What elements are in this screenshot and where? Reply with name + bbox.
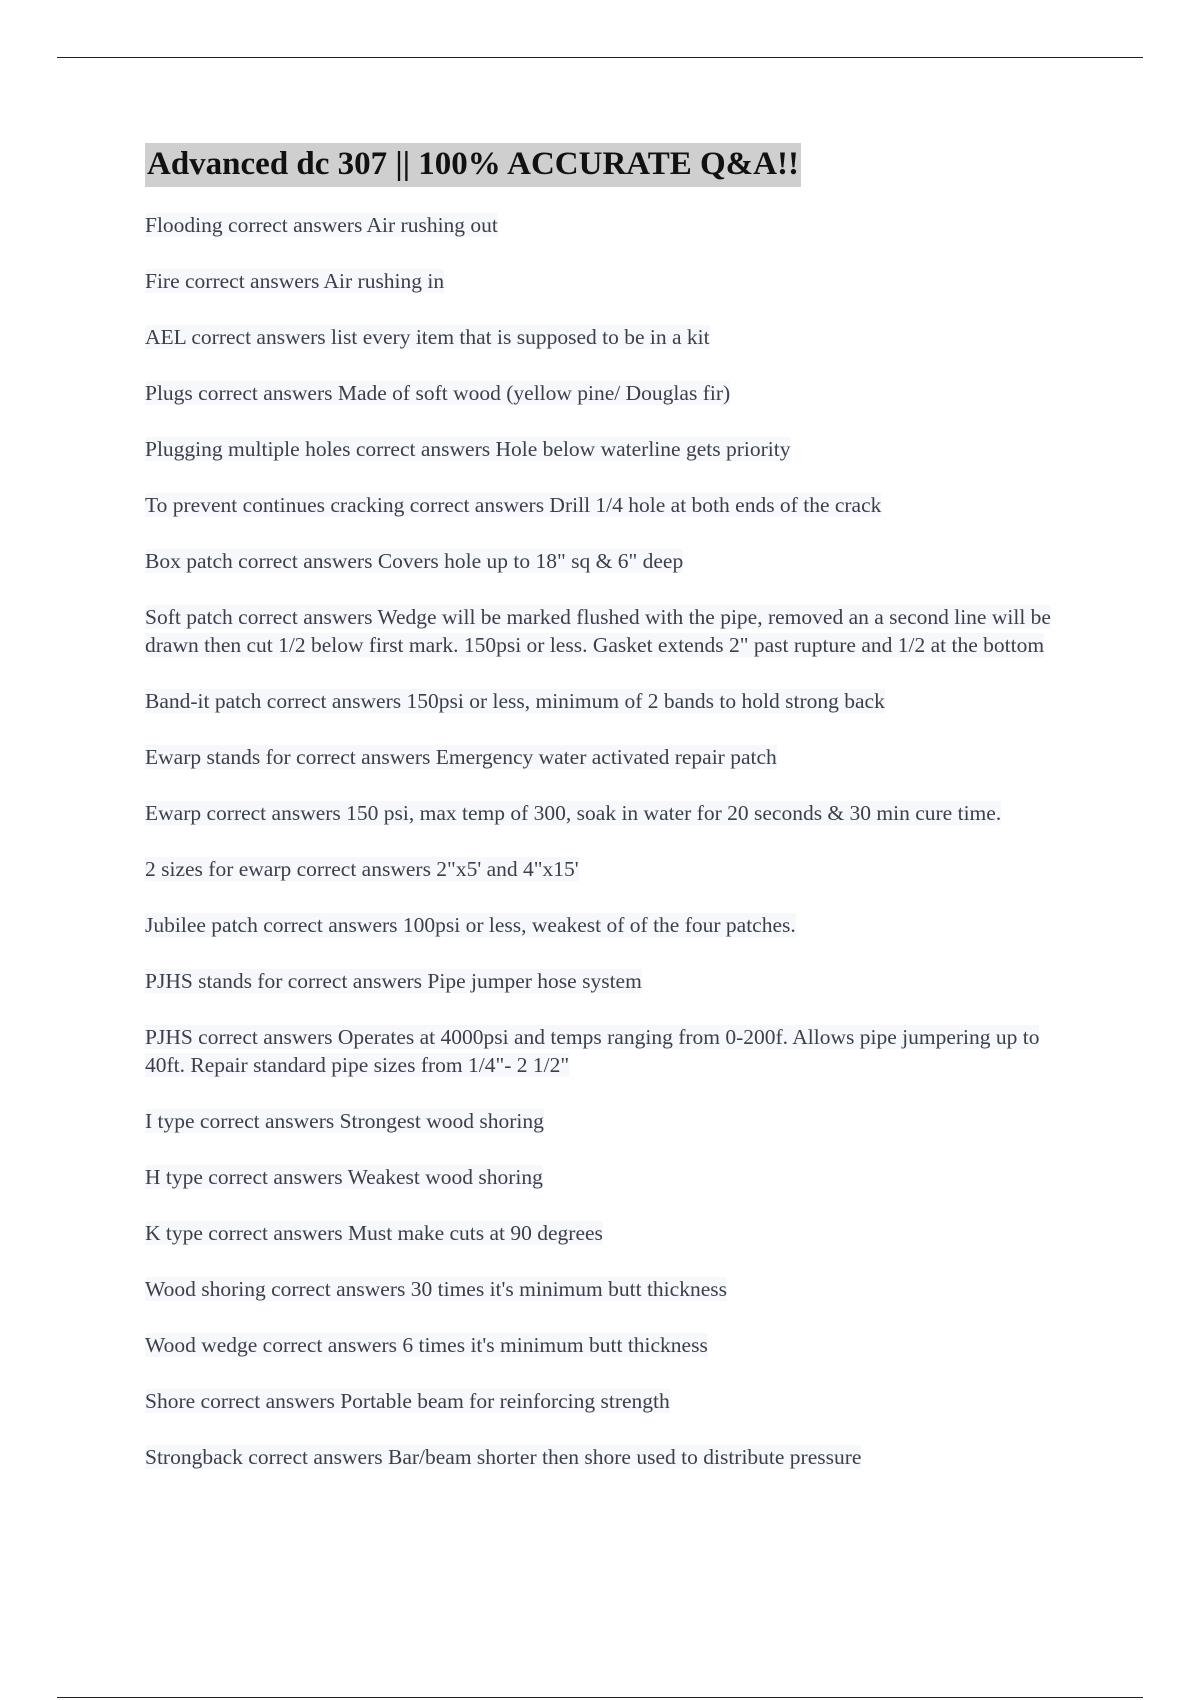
- qa-item: PJHS stands for correct answers Pipe jumper hose system: [145, 969, 642, 993]
- qa-item: Strongback correct answers Bar/beam shorter then shore used to distribute pressure: [145, 1445, 862, 1469]
- qa-item: Flooding correct answers Air rushing out: [145, 213, 498, 237]
- qa-item: Wood shoring correct answers 30 times it's minimum butt thickness: [145, 1277, 727, 1301]
- document-title: Advanced dc 307 || 100% ACCURATE Q&A!!: [145, 143, 801, 187]
- qa-list: [145, 211, 1065, 1471]
- qa-item: Soft patch correct answers Wedge will be marked flushed with the pipe, removed an a second line will be drawn then cut 1/2 below first mark. 150psi or less. Gasket extends 2" past rupture and 1/2 at the bottom: [145, 605, 1051, 657]
- qa-item: Ewarp correct answers 150 psi, max temp of 300, soak in water for 20 seconds & 30 min cure time.: [145, 801, 1002, 825]
- qa-item: Box patch correct answers Covers hole up to 18" sq & 6" deep: [145, 549, 684, 573]
- qa-item: AEL correct answers list every item that is supposed to be in a kit: [145, 325, 710, 349]
- qa-item: Plugging multiple holes correct answers Hole below waterline gets priority: [145, 437, 791, 461]
- document-body: [145, 143, 1065, 1499]
- qa-item: Fire correct answers Air rushing in: [145, 269, 445, 293]
- qa-item: Band-it patch correct answers 150psi or less, minimum of 2 bands to hold strong back: [145, 689, 885, 713]
- qa-item: PJHS correct answers Operates at 4000psi and temps ranging from 0-200f. Allows pipe jumpering up to 40ft. Repair standard pipe sizes from 1/4"- 2 1/2": [145, 1025, 1040, 1077]
- qa-item: I type correct answers Strongest wood shoring: [145, 1109, 544, 1133]
- qa-item: Jubilee patch correct answers 100psi or less, weakest of of the four patches.: [145, 913, 796, 937]
- qa-item: 2 sizes for ewarp correct answers 2"x5' and 4"x15': [145, 857, 579, 881]
- qa-item: Wood wedge correct answers 6 times it's minimum butt thickness: [145, 1333, 708, 1357]
- bottom-rule: [57, 1697, 1143, 1698]
- qa-item: Ewarp stands for correct answers Emergency water activated repair patch: [145, 745, 777, 769]
- top-rule: [57, 57, 1143, 58]
- qa-item: Shore correct answers Portable beam for reinforcing strength: [145, 1389, 670, 1413]
- qa-item: Plugs correct answers Made of soft wood (yellow pine/ Douglas fir): [145, 381, 731, 405]
- qa-item: To prevent continues cracking correct answers Drill 1/4 hole at both ends of the crack: [145, 493, 882, 517]
- qa-item: H type correct answers Weakest wood shoring: [145, 1165, 543, 1189]
- qa-item: K type correct answers Must make cuts at 90 degrees: [145, 1221, 603, 1245]
